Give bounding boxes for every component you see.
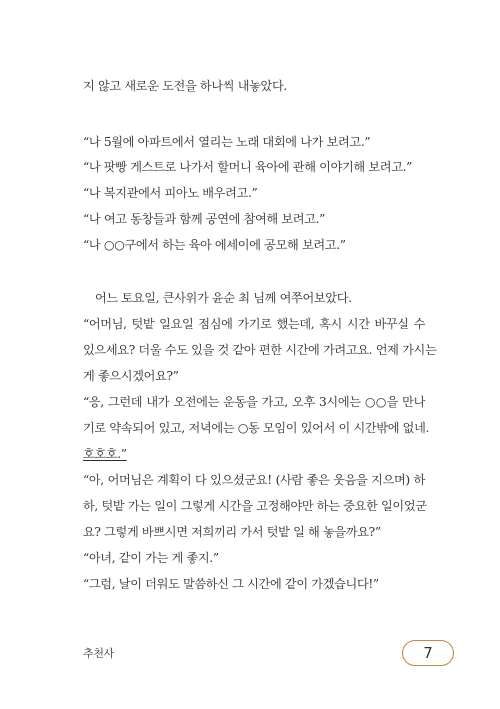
page-number-badge bbox=[402, 640, 454, 666]
paragraph-line: 있으세요? 더울 수도 있을 것 같아 편한 시간에 가려고요. 언제 가시는 bbox=[83, 343, 437, 357]
paragraph-line: “아, 어머님은 계획이 다 있으셨군요! (사람 좋은 웃음을 지으며) 하 bbox=[83, 473, 425, 487]
paragraph-line: 하, 텃밭 가는 일이 그렇게 시간을 고정해야만 하는 중요한 일이었군 bbox=[83, 499, 427, 513]
paragraph-line: 요? 그렇게 바쁘시면 저희끼리 가서 텃밭 일 해 놓을까요?” bbox=[83, 525, 381, 539]
paragraph-line: 어느 토요일, 큰사위가 윤순 최 님께 여쭈어보았다. bbox=[95, 291, 352, 305]
dialogue-line: “나 5월에 아파트에서 열리는 노래 대회에 나가 보려고.” bbox=[83, 135, 371, 149]
paragraph-line: “어머님, 텃밭 일요일 점심에 가기로 했는데, 혹시 시간 바꾸실 수 bbox=[83, 317, 425, 331]
paragraph-line: “응, 그런데 내가 오전에는 운동을 가고, 오후 3시에는 ○○을 만나 bbox=[83, 395, 425, 409]
dialogue-line: “나 여고 동창들과 함께 공연에 참여해 보려고.” bbox=[83, 212, 326, 226]
dialogue-line: “나 ○○구에서 하는 육아 에세이에 공모해 보려고.” bbox=[83, 238, 346, 252]
footer-publisher-label: 추천사 bbox=[83, 647, 114, 660]
page-number: 7 bbox=[423, 644, 433, 662]
paragraph-line: 지 않고 새로운 도전을 하나씩 내놓았다. bbox=[83, 79, 287, 93]
paragraph-line-underlined: 호호호.” bbox=[83, 447, 127, 461]
dialogue-line: “나 복지관에서 피아노 배우려고.” bbox=[83, 186, 258, 200]
paragraph-line: 기로 약속되어 있고, 저녁에는 ○동 모임이 있어서 이 시간밖에 없네. bbox=[83, 421, 430, 435]
dialogue-line: “나 팟빵 게스트로 나가서 할머니 육아에 관해 이야기해 보려고.” bbox=[83, 160, 413, 174]
dialogue-line: “아녀, 같이 가는 게 좋지.” bbox=[83, 551, 219, 565]
paragraph-line: 게 좋으시겠어요?” bbox=[83, 369, 179, 383]
dialogue-line: “그럼, 날이 더워도 말씀하신 그 시간에 같이 가겠습니다!” bbox=[83, 577, 379, 591]
